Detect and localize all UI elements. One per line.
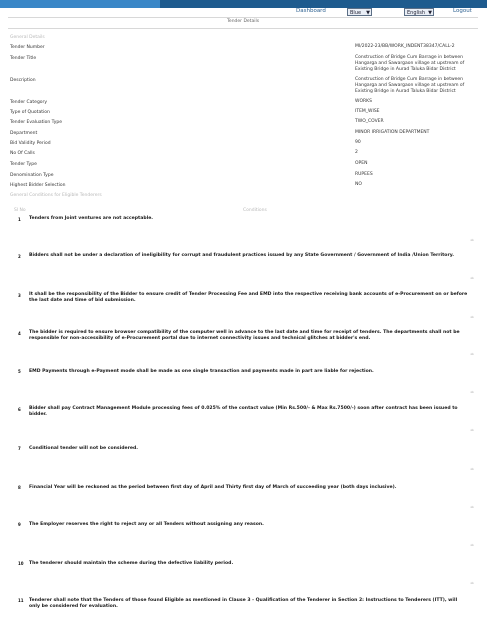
resize-handle-icon[interactable]: ≐ [470, 390, 475, 396]
field-label-bid-validity: Bid Validity Period [10, 141, 51, 146]
field-value-tender-type: OPEN [355, 161, 368, 166]
resize-handle-icon[interactable]: ≐ [470, 276, 475, 282]
condition-text: The Employer reserves the right to reject any or all Tenders without assigning any reason. [29, 522, 264, 527]
field-label-no-of-calls: No Of Calls [10, 151, 35, 156]
column-header-conditions: Conditions [243, 208, 267, 213]
resize-handle-icon[interactable]: ≐ [470, 238, 475, 244]
field-label-description: Description [10, 78, 36, 83]
field-value-tender-title: Construction of Bridge Cum Barrage in between Hangarga and Sawargaon village at upstream of Existing Bridge in Aurad Taluka Bidar District [355, 55, 465, 72]
field-label-tender-category: Tender Category [10, 100, 48, 105]
field-label-denomination: Denomination Type [10, 173, 54, 178]
resize-handle-icon[interactable]: ≐ [470, 352, 475, 358]
condition-text: Tenderer shall note that the Tenders of those found Eligible as mentioned in Clause 3 - Qualification of the Tenderer in Section 2: Instructions to Tenderers (ITT), will only be considered for evaluation. [29, 598, 458, 609]
condition-number: 3 [18, 293, 21, 298]
condition-number: 6 [18, 407, 21, 412]
condition-text: Bidders shall not be under a declaration of ineligibility for corrupt and fraudulent practices issued by any State Government / Government of India /Union Territory. [29, 253, 455, 258]
chevron-down-icon: ▼ [428, 10, 432, 16]
condition-text: Financial Year will be reckoned as the period between first day of April and Thirty first day of March of succeeding year (both days inclusive). [29, 485, 397, 490]
field-label-type-of-quotation: Type of Quotation [10, 110, 50, 115]
condition-number: 2 [18, 254, 21, 259]
resize-handle-icon[interactable]: ≐ [470, 315, 475, 321]
page-title: Tender Details [226, 19, 260, 24]
condition-text: The bidder is required to ensure browser compatibility of the computer well in advance to the last date and time for receipt of tenders. The departments shall not be responsible for non-accessibility of e-Procurement portal due to internet connectivity issues and technical glitches at bidder's end. [29, 330, 460, 341]
resize-handle-icon[interactable]: ≐ [470, 467, 475, 473]
field-label-highest-bidder: Highest Bidder Selection [10, 183, 66, 188]
field-label-department: Department [10, 131, 38, 136]
theme-select[interactable] [347, 8, 372, 16]
condition-number: 11 [18, 598, 24, 603]
banner-accent [0, 0, 160, 8]
condition-number: 10 [18, 561, 24, 566]
resize-handle-icon[interactable]: ≐ [470, 581, 475, 587]
logout-link[interactable]: Logout [453, 8, 472, 14]
condition-number: 1 [18, 217, 21, 222]
field-value-bid-validity: 90 [355, 140, 361, 145]
field-label-tender-title: Tender Title [10, 56, 37, 61]
condition-text: It shall be the responsibility of the Bidder to ensure credit of Tender Processing Fee and EMD into the respective receiving bank accounts of e-Procurement on or before the last date and time of bid submission. [29, 292, 468, 303]
field-label-tender-type: Tender Type [10, 162, 37, 167]
field-value-tender-number: MI/2022-23/BB/WORK_INDENT38347/CALL-2 [355, 44, 455, 49]
resize-handle-icon[interactable]: ≐ [470, 543, 475, 549]
general-conditions-heading: General Conditions for Eligible Tenderers [10, 193, 102, 198]
condition-text: Conditional tender will not be considered. [29, 446, 139, 451]
general-details-heading: General Details [10, 35, 45, 40]
field-label-tender-number: Tender Number [10, 45, 45, 50]
condition-number: 5 [18, 369, 21, 374]
condition-number: 4 [18, 331, 21, 336]
field-value-department: MINOR IRRIGATION DEPARTMENT [355, 130, 430, 135]
resize-handle-icon[interactable]: ≐ [470, 505, 475, 511]
field-value-tender-category: WORKS [355, 99, 372, 104]
condition-text: Bidder shall pay Contract Management Module processing fees of 0.025% of the contact value (Min Rs.500/- & Max Rs.7500/-) soon after contract has been issued to bidder. [29, 406, 458, 417]
language-select-value: English [407, 10, 426, 16]
chevron-down-icon: ▼ [366, 10, 370, 16]
resize-handle-icon[interactable]: ≐ [470, 428, 475, 434]
condition-text: Tenders from Joint ventures are not acceptable. [29, 216, 154, 221]
condition-text: The tenderer should maintain the scheme during the defective liability period. [29, 561, 234, 566]
language-select[interactable] [404, 8, 434, 16]
top-banner [0, 0, 487, 8]
condition-number: 7 [18, 446, 21, 451]
condition-number: 8 [18, 485, 21, 490]
dashboard-link[interactable]: Dashboard [296, 8, 326, 14]
field-label-evaluation-type: Tender Evaluation Type [10, 120, 63, 125]
column-header-sl-no: Sl No [14, 208, 26, 213]
condition-number: 9 [18, 522, 21, 527]
field-value-denomination: RUPEES [355, 172, 373, 177]
field-value-type-of-quotation: ITEM_WISE [355, 109, 380, 114]
field-value-description: Construction of Bridge Cum Barrage in between Hangarga and Sawargaon village at upstream of Existing Bridge in Aurad Taluka Bidar District [355, 77, 465, 94]
theme-select-value: Blue [350, 10, 362, 16]
field-value-highest-bidder: NO [355, 182, 362, 187]
condition-text: EMD Payments through e-Payment mode shall be made as one single transaction and payments made in part are liable for rejection. [29, 369, 374, 374]
field-value-evaluation-type: TWO_COVER [355, 119, 384, 124]
field-value-no-of-calls: 2 [355, 150, 358, 155]
divider [8, 28, 478, 29]
